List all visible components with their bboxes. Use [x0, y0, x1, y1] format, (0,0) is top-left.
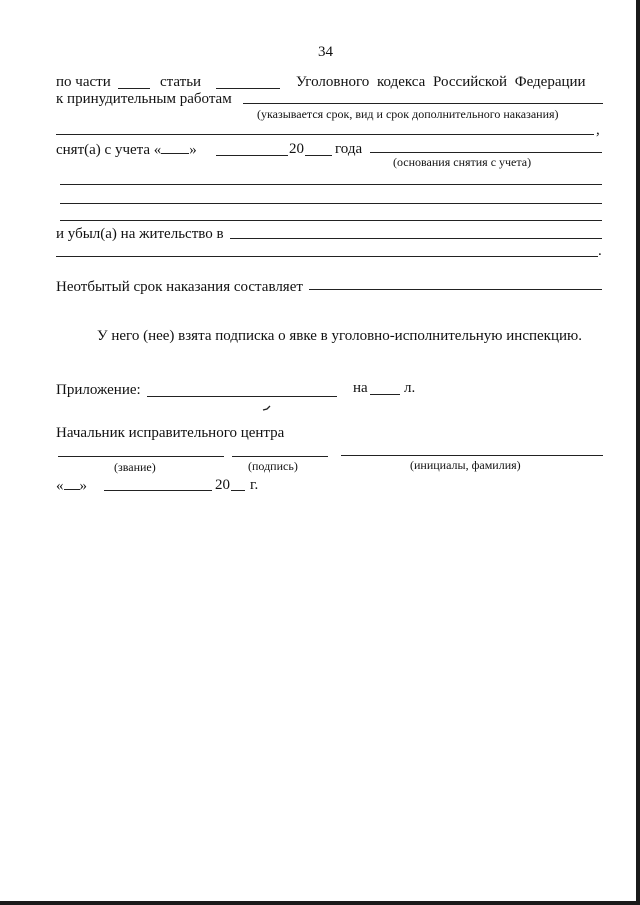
part-blank[interactable]: [118, 88, 150, 89]
appendix-field[interactable]: [147, 396, 337, 397]
date-close: »: [79, 478, 87, 494]
appendix-label: Приложение:: [56, 382, 141, 398]
rank-field[interactable]: [58, 456, 224, 457]
date-year-suffix: г.: [250, 477, 259, 493]
name-field[interactable]: [341, 455, 603, 456]
date-month-blank[interactable]: [104, 490, 212, 491]
code-text: Уголовного кодекса Российской Федерации: [296, 74, 586, 90]
deregistration-prefix: снят(а) с учета «: [56, 142, 162, 158]
departure-label: и убыл(а) на жительство в: [56, 226, 224, 242]
departure-field-continued[interactable]: [56, 256, 598, 257]
deregistration-year-prefix: 20: [289, 141, 304, 157]
deregistration-reason-field[interactable]: [370, 152, 602, 153]
rank-caption: (звание): [114, 460, 156, 474]
reason-line-2[interactable]: [60, 203, 602, 204]
article-blank[interactable]: [216, 88, 280, 89]
reason-line-3[interactable]: [60, 220, 602, 221]
part-label: по части: [56, 74, 111, 90]
sentence-field[interactable]: [243, 103, 603, 104]
page-number: 34: [318, 44, 333, 60]
departure-field[interactable]: [230, 238, 602, 239]
reason-line-1[interactable]: [60, 184, 602, 185]
day-blank[interactable]: [161, 141, 189, 154]
date-day-group: [56, 477, 87, 495]
month-blank[interactable]: [216, 155, 288, 156]
signature-field[interactable]: [232, 456, 328, 457]
date-year-blank[interactable]: [231, 490, 245, 491]
stray-mark-icon: [262, 404, 272, 412]
departure-period: .: [598, 243, 602, 259]
signature-caption: (подпись): [248, 459, 298, 473]
deregistration-caption: (основания снятия с учета): [393, 155, 532, 169]
appendix-on: на: [353, 380, 368, 396]
remaining-term-field[interactable]: [309, 289, 602, 290]
sentence-caption: (указывается срок, вид и срок дополнительного наказания): [257, 107, 559, 121]
remaining-term-label: Неотбытый срок наказания составляет: [56, 279, 303, 295]
date-year-prefix: 20: [215, 477, 230, 493]
comma: ,: [596, 122, 600, 138]
undertaking-text: У него (нее) взята подписка о явке в уголовно-исполнительную инспекцию.: [97, 328, 582, 344]
appendix-sheets-blank[interactable]: [370, 394, 400, 395]
article-label: статьи: [160, 74, 202, 90]
sentence-field-continued[interactable]: [56, 134, 594, 135]
forced-labor-label: к принудительным работам: [56, 91, 232, 107]
date-day-blank[interactable]: [64, 477, 80, 490]
deregistration-close: »: [189, 142, 197, 158]
deregistration-year-word: года: [335, 141, 363, 157]
deregistration-label: [56, 141, 197, 159]
head-title: Начальник исправительного центра: [56, 425, 285, 441]
year-blank[interactable]: [305, 155, 332, 156]
appendix-sheets: л.: [404, 380, 416, 396]
name-caption: (инициалы, фамилия): [410, 458, 521, 472]
date-open: «: [56, 478, 64, 494]
